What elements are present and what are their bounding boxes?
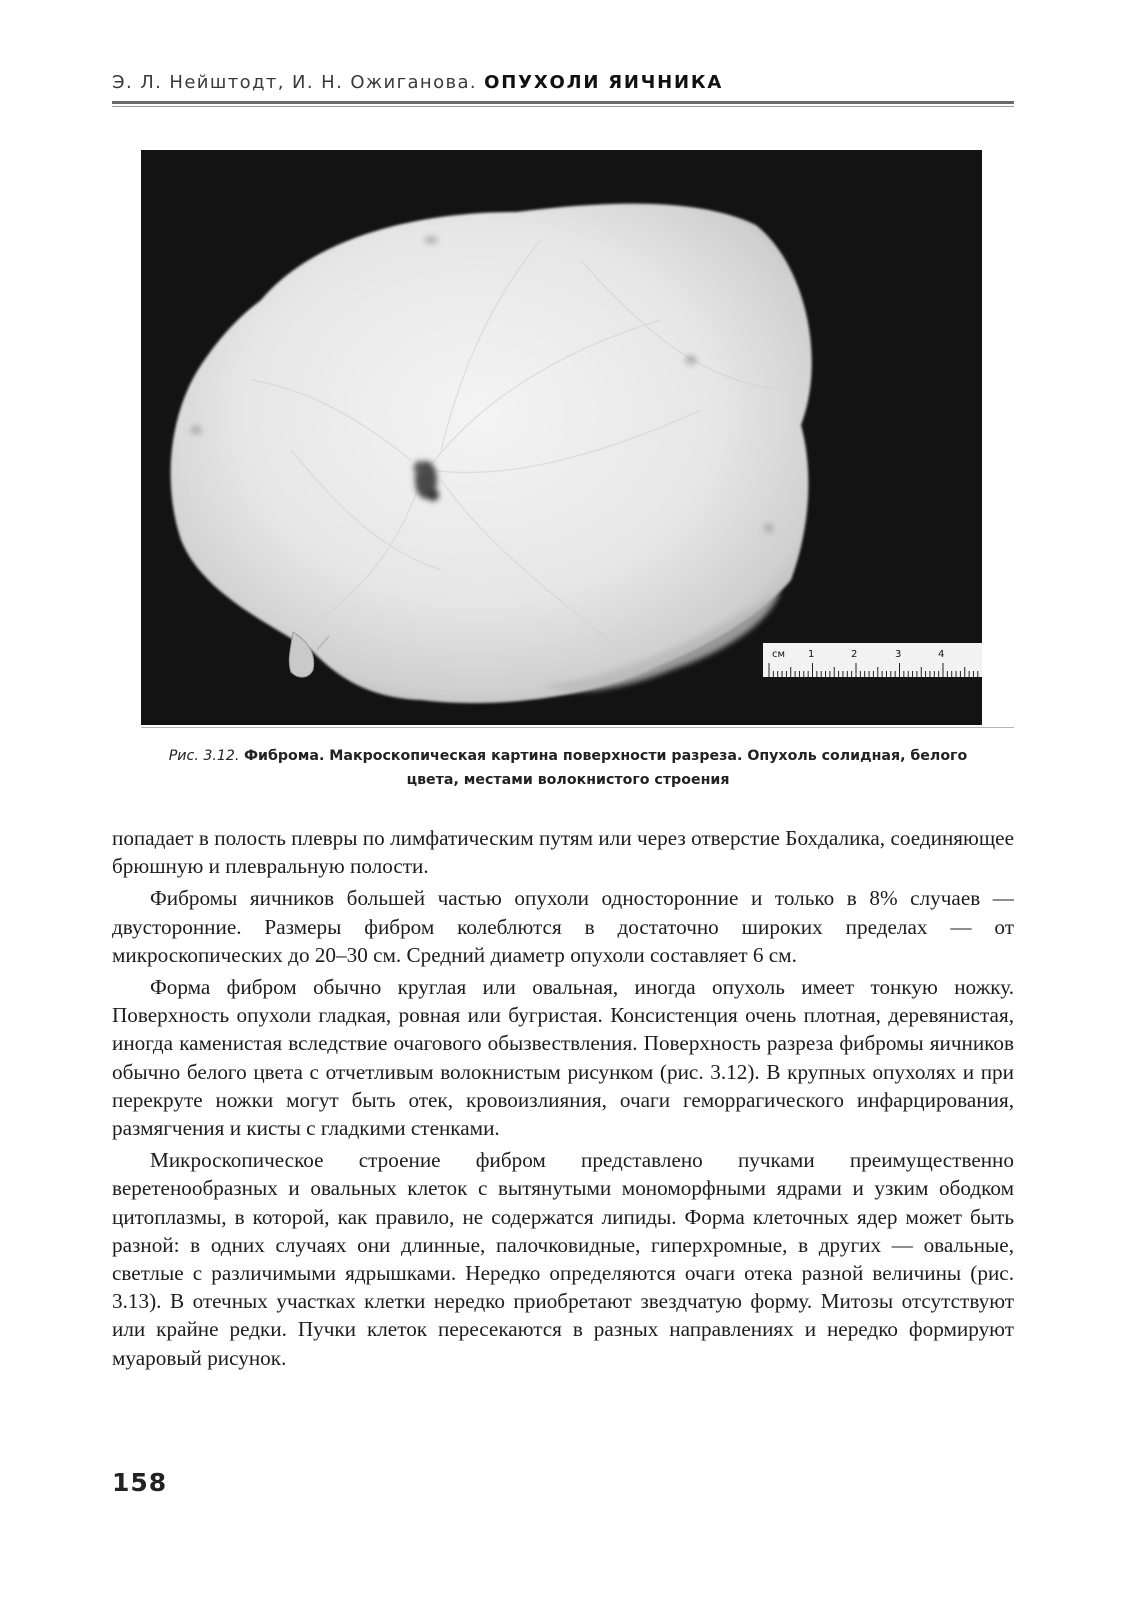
- paragraph: Микроскопическое строение фибром представлено пучками преимущественно веретенообразных и овальных клеток с вытянутыми мономорфными ядрами и узким ободком цитоплазмы, в которой, как правило, не содержатся липиды. Форма клеточных ядер может быть разной: в одних случаях они длинные, палочковидные, гиперхромные, в других — овальные, светлые с различимыми ядрышками. Нередко определяются очаги отека разной величины (рис. 3.13). В отечных участках клетки нередко приобретают звездчатую форму. Митозы отсутствуют или крайне редки. Пучки клеток пересекаются в разных направлениях и нередко формируют муаровый рисунок.: [112, 1148, 1014, 1370]
- figure-caption-label: Рис. 3.12.: [168, 748, 240, 764]
- paragraph: Фибромы яичников большей частью опухоли односторонние и только в 8% случаев — двусторонние. Размеры фибром колеблются в достаточно широких пределах — от микроскопических до 20–30 см. Средний диаметр опухоли составляет 6 см.: [112, 886, 1014, 967]
- paragraph: Форма фибром обычно круглая или овальная, иногда опухоль имеет тонкую ножку. Поверхность опухоли гладкая, ровная или бугристая. Консистенция очень плотная, деревянистая, иногда каменистая вследствие очагового обызвествления. Поверхность разреза фибромы яичников обычно белого цвета с отчетливым волокнистым рисунком (рис. 3.12). В крупных опухолях и при перекруте ножки могут быть отек, кровоизлияния, очаги геморрагического инфарцирования, размягчения и кисты с гладкими стенками.: [112, 975, 1014, 1141]
- ruler-unit-label: см: [772, 649, 786, 660]
- running-head: [112, 72, 1014, 93]
- figure-photo-fibroma: [141, 150, 982, 725]
- header-rule: [112, 101, 1014, 104]
- ruler-tick-label: 3: [895, 649, 902, 660]
- figure-caption: [150, 744, 986, 792]
- ruler-tick-label: 4: [938, 649, 945, 660]
- running-head-authors: Э. Л. Нейштодт, И. Н. Ожиганова.: [112, 72, 478, 93]
- fibroma-specimen-photo: [141, 150, 982, 725]
- paragraph: попадает в полость плевры по лимфатическим путям или через отверстие Бохдалика, соединяющее брюшную и плевральную полости.: [112, 826, 1014, 879]
- figure-rule: [141, 727, 1014, 728]
- header-rule-thin: [112, 106, 1014, 107]
- running-head-book-title: ОПУХОЛИ ЯИЧНИКА: [484, 72, 724, 93]
- page-number: 158: [112, 1468, 168, 1497]
- ruler-tick-label: 2: [851, 649, 858, 660]
- measurement-ruler: [763, 643, 982, 677]
- body-text: [112, 824, 1014, 1376]
- ruler-tick-label: 1: [808, 649, 815, 660]
- figure-caption-text: Фиброма. Макроскопическая картина поверхности разреза. Опухоль солидная, белого цвета, местами волокнистого строения: [243, 748, 968, 788]
